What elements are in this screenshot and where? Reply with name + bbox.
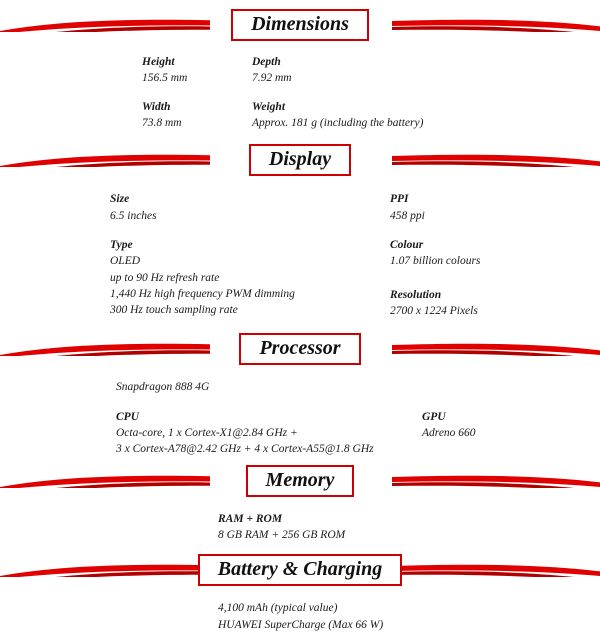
- banner-wing-right-icon: [390, 18, 600, 32]
- section-header-dimensions: [0, 8, 600, 42]
- value-battery-capacity: 4,100 mAh (typical value): [218, 602, 338, 615]
- label-weight: Weight: [252, 100, 286, 113]
- spec-item-gpu: [422, 409, 592, 458]
- value-type-line-1: OLED: [110, 255, 141, 268]
- value-gpu: Adreno 660: [422, 426, 476, 439]
- banner-wing-left-icon: [0, 153, 210, 167]
- dimensions-row-2: [0, 99, 600, 132]
- value-cpu-line-2: 3 x Cortex-A78@2.42 GHz + 4 x Cortex-A55@1.8 GHz: [116, 443, 374, 456]
- dimensions-row-1: [0, 54, 600, 87]
- value-depth: 7.92 mm: [252, 72, 292, 85]
- dimensions-content: [0, 42, 600, 131]
- section-title-battery: Battery & Charging: [198, 554, 402, 586]
- spec-item-type: [110, 237, 390, 319]
- label-type: Type: [110, 238, 133, 251]
- banner-wing-left-icon: [0, 342, 210, 356]
- section-title-processor: Processor: [239, 333, 360, 365]
- display-content: [0, 177, 600, 319]
- spec-item-size: [110, 191, 390, 224]
- section-title-dimensions: Dimensions: [231, 9, 369, 41]
- value-battery-charging: HUAWEI SuperCharge (Max 66 W): [218, 618, 384, 631]
- spec-item-ppi: [390, 191, 590, 224]
- banner-wing-right-icon: [390, 153, 600, 167]
- label-ram-rom: RAM + ROM: [218, 512, 283, 525]
- label-colour: Colour: [390, 238, 424, 251]
- banner-wing-right-icon: [390, 474, 600, 488]
- label-height: Height: [142, 56, 175, 68]
- spec-item-resolution: [390, 287, 590, 320]
- label-resolution: Resolution: [390, 288, 442, 301]
- spec-item-height: [142, 54, 252, 87]
- value-ram-rom: 8 GB RAM + 256 GB ROM: [218, 528, 346, 541]
- value-type-line-4: 300 Hz touch sampling rate: [110, 304, 238, 317]
- spec-item-battery: [218, 600, 600, 633]
- value-colour: 1.07 billion colours: [390, 255, 481, 268]
- banner-wing-right-icon: [390, 563, 600, 577]
- processor-row-1: [0, 409, 600, 458]
- value-resolution: 2700 x 1224 Pixels: [390, 304, 478, 317]
- spec-sheet-page: [0, 8, 600, 631]
- value-size: 6.5 inches: [110, 209, 157, 222]
- value-width: 73.8 mm: [142, 116, 182, 129]
- spec-item-colour: [390, 237, 590, 270]
- section-title-display: Display: [249, 144, 351, 176]
- spec-item-weight: [252, 99, 552, 132]
- banner-wing-left-icon: [0, 474, 210, 488]
- section-header-memory: [0, 464, 600, 498]
- banner-wing-left-icon: [0, 563, 210, 577]
- display-row-1: [0, 191, 600, 224]
- banner-wing-left-icon: [0, 18, 210, 32]
- processor-content: [0, 366, 600, 457]
- display-row-2: [0, 237, 600, 319]
- label-ppi: PPI: [390, 193, 409, 206]
- spec-item-cpu: [116, 409, 416, 458]
- value-type-line-2: up to 90 Hz refresh rate: [110, 271, 220, 284]
- value-ppi: 458 ppi: [390, 209, 425, 222]
- section-title-memory: Memory: [246, 465, 355, 497]
- label-width: Width: [142, 100, 171, 113]
- spec-item-depth: [252, 54, 552, 87]
- section-header-display: [0, 143, 600, 177]
- section-header-battery: [0, 553, 600, 587]
- spacer: [390, 270, 590, 287]
- value-height: 156.5 mm: [142, 72, 188, 85]
- value-weight: Approx. 181 g (including the battery): [252, 116, 424, 129]
- value-chipset: Snapdragon 888 4G: [116, 381, 210, 394]
- value-cpu-line-1: Octa-core, 1 x Cortex-X1@2.84 GHz +: [116, 426, 298, 439]
- spec-item-ram-rom: [218, 511, 600, 544]
- display-right-column: [390, 237, 590, 319]
- label-cpu: CPU: [116, 410, 139, 423]
- banner-wing-right-icon: [390, 342, 600, 356]
- spec-item-width: [142, 99, 252, 132]
- label-gpu: GPU: [422, 410, 446, 423]
- battery-content: [0, 587, 600, 633]
- value-type-line-3: 1,440 Hz high frequency PWM dimming: [110, 287, 295, 300]
- section-header-processor: [0, 332, 600, 366]
- label-depth: Depth: [252, 56, 281, 68]
- memory-content: [0, 498, 600, 544]
- label-size: Size: [110, 193, 130, 206]
